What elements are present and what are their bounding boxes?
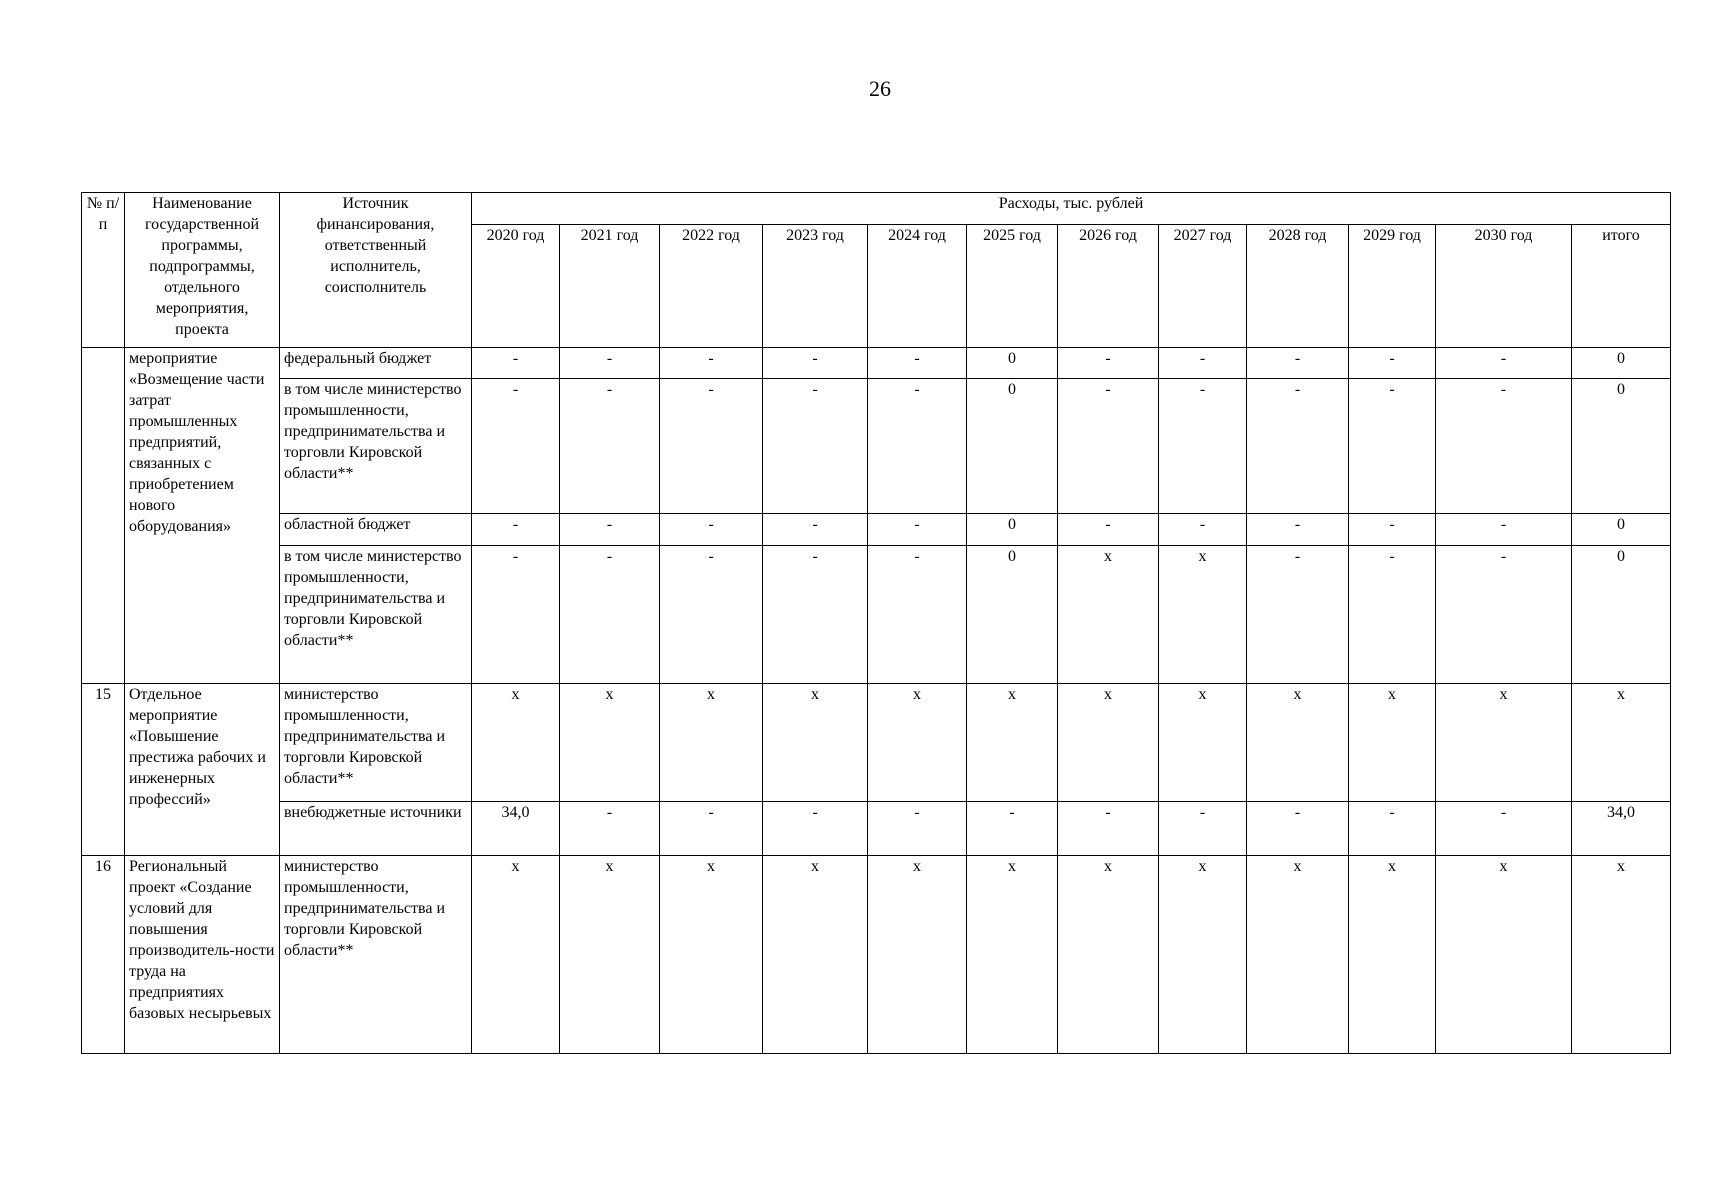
value-cell: - — [560, 379, 660, 514]
total-cell: x — [1572, 856, 1671, 1054]
header-year: 2030 год — [1436, 225, 1572, 348]
total-cell: 34,0 — [1572, 802, 1671, 856]
value-cell: 0 — [967, 546, 1058, 684]
budget-table — [81, 192, 1671, 1054]
value-cell: - — [660, 379, 763, 514]
value-cell: - — [1247, 379, 1349, 514]
value-cell: - — [763, 514, 868, 546]
value-cell: x — [1058, 684, 1159, 802]
value-cell: - — [1058, 348, 1159, 379]
value-cell: - — [763, 348, 868, 379]
value-cell: - — [660, 802, 763, 856]
value-cell: - — [763, 546, 868, 684]
value-cell: x — [1058, 856, 1159, 1054]
value-cell: x — [1436, 684, 1572, 802]
value-cell: 34,0 — [472, 802, 560, 856]
value-cell: - — [1349, 546, 1436, 684]
value-cell: - — [1349, 348, 1436, 379]
activity-name: Региональный проект «Создание условий для повышения производитель-ности труда на предприятиях базовых несырьевых — [125, 856, 280, 1054]
value-cell: - — [660, 348, 763, 379]
value-cell: - — [560, 348, 660, 379]
total-cell: 0 — [1572, 379, 1671, 514]
value-cell: 0 — [967, 379, 1058, 514]
table-row — [82, 802, 1671, 856]
value-cell: - — [1247, 348, 1349, 379]
value-cell: x — [1159, 684, 1247, 802]
value-cell: 0 — [967, 348, 1058, 379]
value-cell: 0 — [967, 514, 1058, 546]
value-cell: - — [560, 514, 660, 546]
header-year: 2022 год — [660, 225, 763, 348]
header-year: 2028 год — [1247, 225, 1349, 348]
funding-source: внебюджетные источники — [280, 802, 472, 856]
value-cell: x — [660, 684, 763, 802]
activity-name: Отдельное мероприятие «Повышение престижа рабочих и инженерных профессий» — [125, 684, 280, 856]
value-cell: x — [1058, 546, 1159, 684]
funding-source: федеральный бюджет — [280, 348, 472, 379]
value-cell: - — [1436, 379, 1572, 514]
value-cell: - — [472, 348, 560, 379]
header-name: Наименование государственной программы, подпрограммы, отдельного мероприятия, проекта — [125, 193, 280, 348]
value-cell: - — [868, 802, 967, 856]
value-cell: x — [660, 856, 763, 1054]
value-cell: x — [1349, 684, 1436, 802]
header-index: № п/п — [82, 193, 125, 348]
header-expenses: Расходы, тыс. рублей — [472, 193, 1671, 225]
value-cell: x — [1436, 856, 1572, 1054]
value-cell: - — [868, 348, 967, 379]
value-cell: - — [1058, 379, 1159, 514]
value-cell: - — [1247, 802, 1349, 856]
header-year: 2025 год — [967, 225, 1058, 348]
value-cell: - — [868, 379, 967, 514]
value-cell: - — [868, 546, 967, 684]
value-cell: - — [1436, 546, 1572, 684]
value-cell: - — [1159, 348, 1247, 379]
header-total: итого — [1572, 225, 1671, 348]
funding-source: министерство промышленности, предпринимательства и торговли Кировской области** — [280, 684, 472, 802]
table-row — [82, 348, 1671, 379]
header-year: 2026 год — [1058, 225, 1159, 348]
value-cell: - — [472, 514, 560, 546]
value-cell: x — [868, 856, 967, 1054]
value-cell: - — [763, 379, 868, 514]
total-cell: 0 — [1572, 546, 1671, 684]
table-row — [82, 684, 1671, 802]
value-cell: x — [1247, 684, 1349, 802]
value-cell: - — [472, 379, 560, 514]
value-cell: - — [472, 546, 560, 684]
value-cell: - — [1247, 546, 1349, 684]
page-number: 26 — [869, 76, 891, 101]
value-cell: - — [1349, 379, 1436, 514]
funding-source: областной бюджет — [280, 514, 472, 546]
value-cell: - — [560, 546, 660, 684]
value-cell: - — [1349, 802, 1436, 856]
table-row — [82, 514, 1671, 546]
row-index: 16 — [82, 856, 125, 1054]
value-cell: x — [1159, 546, 1247, 684]
value-cell: - — [763, 802, 868, 856]
table-row — [82, 546, 1671, 684]
header-year: 2024 год — [868, 225, 967, 348]
funding-source: в том числе министерство промышленности, предпринимательства и торговли Кировской области** — [280, 379, 472, 514]
total-cell: 0 — [1572, 514, 1671, 546]
value-cell: - — [1058, 802, 1159, 856]
value-cell: - — [1159, 379, 1247, 514]
header-year: 2020 год — [472, 225, 560, 348]
value-cell: - — [967, 802, 1058, 856]
value-cell: - — [1436, 348, 1572, 379]
header-year: 2023 год — [763, 225, 868, 348]
funding-source: министерство промышленности, предпринимательства и торговли Кировской области** — [280, 856, 472, 1054]
value-cell: - — [1247, 514, 1349, 546]
value-cell: - — [660, 514, 763, 546]
table-row — [82, 379, 1671, 514]
total-cell: 0 — [1572, 348, 1671, 379]
funding-source: в том числе министерство промышленности, предпринимательства и торговли Кировской области** — [280, 546, 472, 684]
table-row — [82, 856, 1671, 1054]
row-index: 15 — [82, 684, 125, 856]
value-cell: x — [967, 684, 1058, 802]
value-cell: x — [560, 684, 660, 802]
value-cell: - — [660, 546, 763, 684]
value-cell: x — [1349, 856, 1436, 1054]
value-cell: x — [1247, 856, 1349, 1054]
value-cell: - — [1436, 802, 1572, 856]
value-cell: x — [472, 856, 560, 1054]
value-cell: - — [1159, 514, 1247, 546]
header-source: Источник финансирования, ответственный исполнитель, соисполнитель — [280, 193, 472, 348]
value-cell: - — [1349, 514, 1436, 546]
value-cell: x — [1159, 856, 1247, 1054]
value-cell: x — [967, 856, 1058, 1054]
value-cell: x — [763, 684, 868, 802]
value-cell: x — [472, 684, 560, 802]
value-cell: x — [763, 856, 868, 1054]
value-cell: - — [1058, 514, 1159, 546]
value-cell: - — [868, 514, 967, 546]
value-cell: - — [560, 802, 660, 856]
header-year: 2029 год — [1349, 225, 1436, 348]
value-cell: - — [1159, 802, 1247, 856]
value-cell: x — [560, 856, 660, 1054]
activity-name: мероприятие «Возмещение части затрат промышленных предприятий, связанных с приобретением нового оборудования» — [125, 348, 280, 684]
value-cell: - — [1436, 514, 1572, 546]
header-year: 2021 год — [560, 225, 660, 348]
value-cell: x — [868, 684, 967, 802]
row-index — [82, 348, 125, 684]
total-cell: x — [1572, 684, 1671, 802]
header-year: 2027 год — [1159, 225, 1247, 348]
